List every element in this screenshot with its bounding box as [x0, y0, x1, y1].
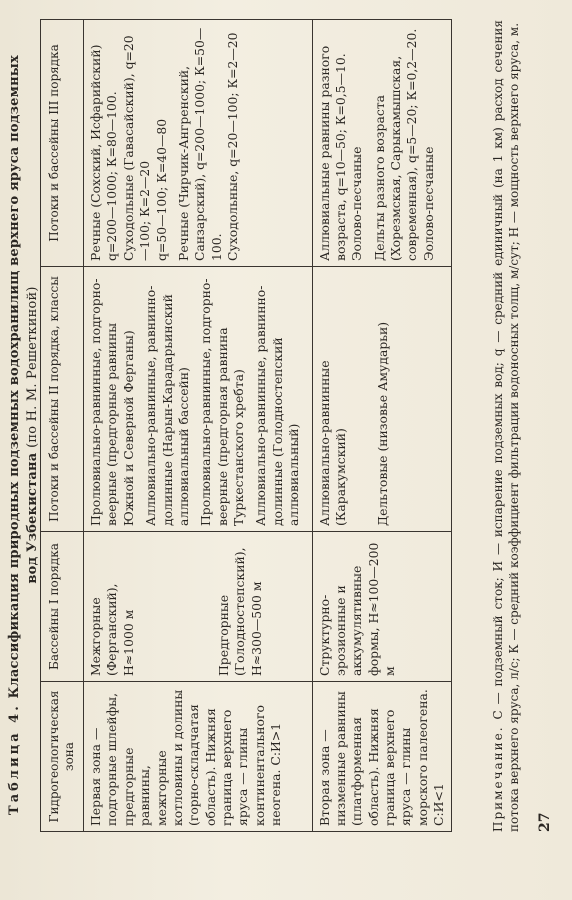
flow3-alluvial-plains: Аллювиальные равнины разного возраста, q=10—50; К=0,5—10. — [316, 45, 348, 261]
flow2-proluvial-turkestan: Пролювиально-равнинные, подгорно-веерные (предгорная равнина Туркестанского хребта) — [198, 278, 246, 526]
table-number: Таблица 4. — [7, 703, 22, 815]
flow2-delta-amudarya: Дельтовые (низовье Амударьи) — [374, 321, 390, 526]
flow3-eolian-1: Эолово-песчаные — [349, 146, 365, 261]
flow3-dry-gavasai: Суходольные (Гавасайский), q=20—100; К=2—20 — [120, 35, 153, 261]
classification-table — [40, 19, 452, 832]
zone-1-cell — [84, 682, 313, 832]
basin-intermontane: Межгорные (Ферганский), Н≈1000 м — [88, 583, 136, 676]
flow3-eolian-2: Эолово-песчаные — [420, 146, 436, 261]
zone-2-cell — [312, 682, 451, 832]
flow3-alluvial-values: q=50—100; К=40—80 — [153, 118, 169, 261]
zone-2-flows-2-cell — [312, 267, 451, 532]
flow2-proluvial-fergana: Пролювиально-равнинные, подгорно-веерные (предгорные равнины Южной и Северной Ферганы) — [88, 278, 136, 526]
flow3-deltas: Дельты разного возраста (Хорезмская, Сарыкамышская, современная), q=5—20; К=0,2—20. — [371, 28, 420, 261]
header-flows-3: Потоки и бассейны III порядка — [41, 20, 84, 267]
zone-1-flows-2-cell — [84, 267, 313, 532]
table-title: Классификация природных подземных водохранилищ верхнего яруса подземных вод Узбекистана — [7, 55, 40, 699]
table-row-zone-2 — [312, 20, 451, 832]
header-zone: Гидрогеологическая зона — [41, 682, 84, 832]
footnote-text: С — подземный сток; И — испарение подземных вод; q — средний единичный (на 1 км) расход сечения потока верхнего яруса, л/с; К — средний коэффициент фильтрации водоносных толщ, м/сут; Н — мощность верхнего яруса, м. — [491, 20, 522, 832]
zone-1-flows-3-cell — [84, 20, 313, 267]
flow2-alluvial-naryn: Аллювиально-равнинные, равнинно-долинные (Нарын-Карадарьинский аллювиальный бассейн) — [143, 285, 191, 526]
basin-foothill: Предгорные (Голодностепский), Н≈300—500 м — [216, 547, 264, 676]
table-header-row — [41, 20, 84, 832]
zone-2-basins-1-cell — [312, 532, 451, 682]
table-footnote — [490, 20, 522, 832]
zone-1-basins-1-cell — [84, 532, 313, 682]
zone-1-text: Первая зона — подгорные шлейфы, предгорные равнины, межгорные котловины и долины (горно-складчатая область). Нижняя граница верхнего яруса — глины континентального неогена. С:И>1 — [88, 689, 284, 826]
header-basins-1: Бассейны I порядка — [41, 532, 84, 682]
flow3-river-chirchik: Речные (Чирчик-Ангренский, Санзарский), q=200—1000; К=50—100. — [175, 27, 224, 261]
table-row-zone-1 — [84, 20, 313, 832]
page-number: 27 — [537, 812, 553, 832]
flow2-alluvial-golodnaya: Аллювиально-равнинные, равнинно-долинные (Голодностепский аллювиальный) — [253, 285, 302, 526]
flow3-river-sokh: Речные (Сохский, Исфарийский) q=200—1000; К=80—100. — [88, 44, 120, 261]
footnote-label: Примечание. — [491, 725, 505, 832]
basin-structural-erosion: Структурно-эрозионные и аккумулятивные формы, Н≈100—200 м — [316, 542, 397, 676]
table-subtitle: (по Н. М. Решеткиной) — [24, 286, 40, 448]
flow3-dry-values: Суходольные, q=20—100; К=2—20 — [225, 32, 240, 261]
header-flows-2: Потоки и бассейны II порядка, классы — [41, 267, 84, 532]
zone-2-text: Вторая зона — низменные равнины (платформенная область). Нижняя граница верхнего яруса — глины морского палеогена. С:И<1 — [316, 689, 447, 826]
zone-2-flows-3-cell — [312, 20, 451, 267]
table-caption — [6, 40, 41, 830]
flow2-alluvial-karakum: Аллювиально-равнинные (Каракумский) — [316, 360, 348, 526]
